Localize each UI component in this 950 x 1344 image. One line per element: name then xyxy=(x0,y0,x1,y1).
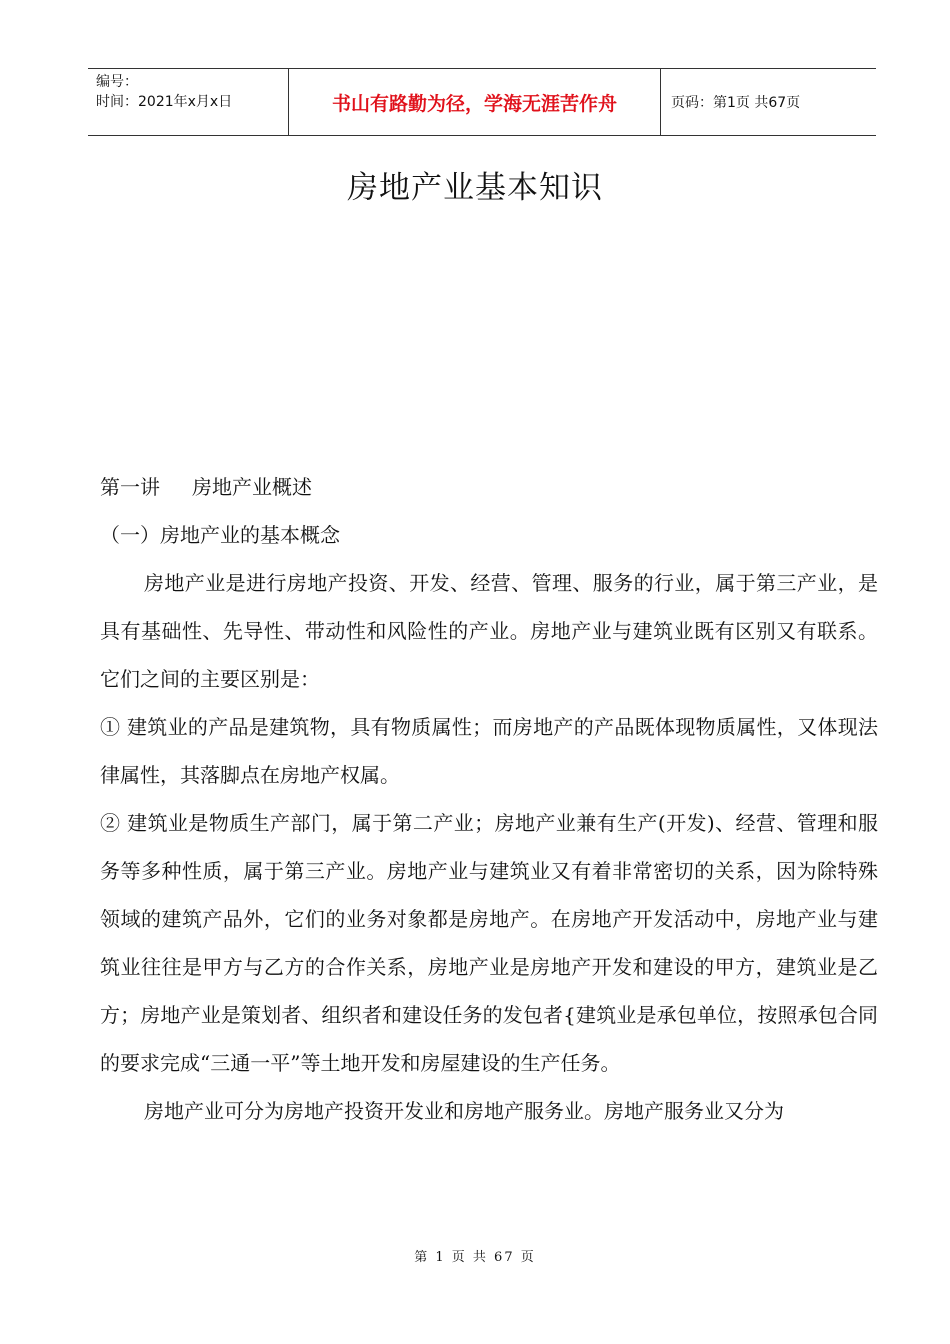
paragraph: 房地产业可分为房地产投资开发业和房地产服务业。房地产服务业又分为 xyxy=(144,1099,784,1123)
document-body xyxy=(100,463,878,1135)
header-meta xyxy=(88,69,288,135)
page-header xyxy=(88,68,876,136)
lecture-heading-line xyxy=(100,463,878,511)
section-heading: （一）房地产业的基本概念 xyxy=(100,523,340,547)
doc-number-label: 编号： xyxy=(96,74,138,90)
document-title: 房地产业基本知识 xyxy=(347,170,603,206)
header-motto: 书山有路勤为径，学海无涯苦作舟 xyxy=(288,69,661,135)
paragraph: 房地产业是进行房地产投资、开发、经营、管理、服务的行业，属于第三产业，是具有基础性、先导性、带动性和风险性的产业。房地产业与建筑业既有区别又有联系。它们之间的主要区别是： xyxy=(100,571,878,691)
header-page-label: 页码：第1页 共67页 xyxy=(671,95,801,111)
paragraph: ② 建筑业是物质生产部门，属于第二产业；房地产业兼有生产(开发)、经营、管理和服务等多种性质，属于第三产业。房地产业与建筑业又有着非常密切的关系，因为除特殊领域的建筑产品外，它们的业务对象都是房地产。在房地产开发活动中，房地产业与建筑业往往是甲方与乙方的合作关系，房地产业是房地产开发和建设的甲方，建筑业是乙方；房地产业是策划者、组织者和建设任务的发包者{建筑业是承包单位，按照承包合同的要求完成“三通一平”等土地开发和房屋建设的生产任务。 xyxy=(100,811,878,1075)
lecture-title: 房地产业概述 xyxy=(192,475,312,499)
paragraph: ① 建筑业的产品是建筑物，具有物质属性；而房地产的产品既体现物质属性，又体现法律属性，其落脚点在房地产权属。 xyxy=(100,715,878,787)
page-footer: 第 1 页 共 67 页 xyxy=(414,1250,536,1265)
lecture-number: 第一讲 xyxy=(100,475,160,499)
date-label: 时间：2021年x月x日 xyxy=(96,94,233,110)
